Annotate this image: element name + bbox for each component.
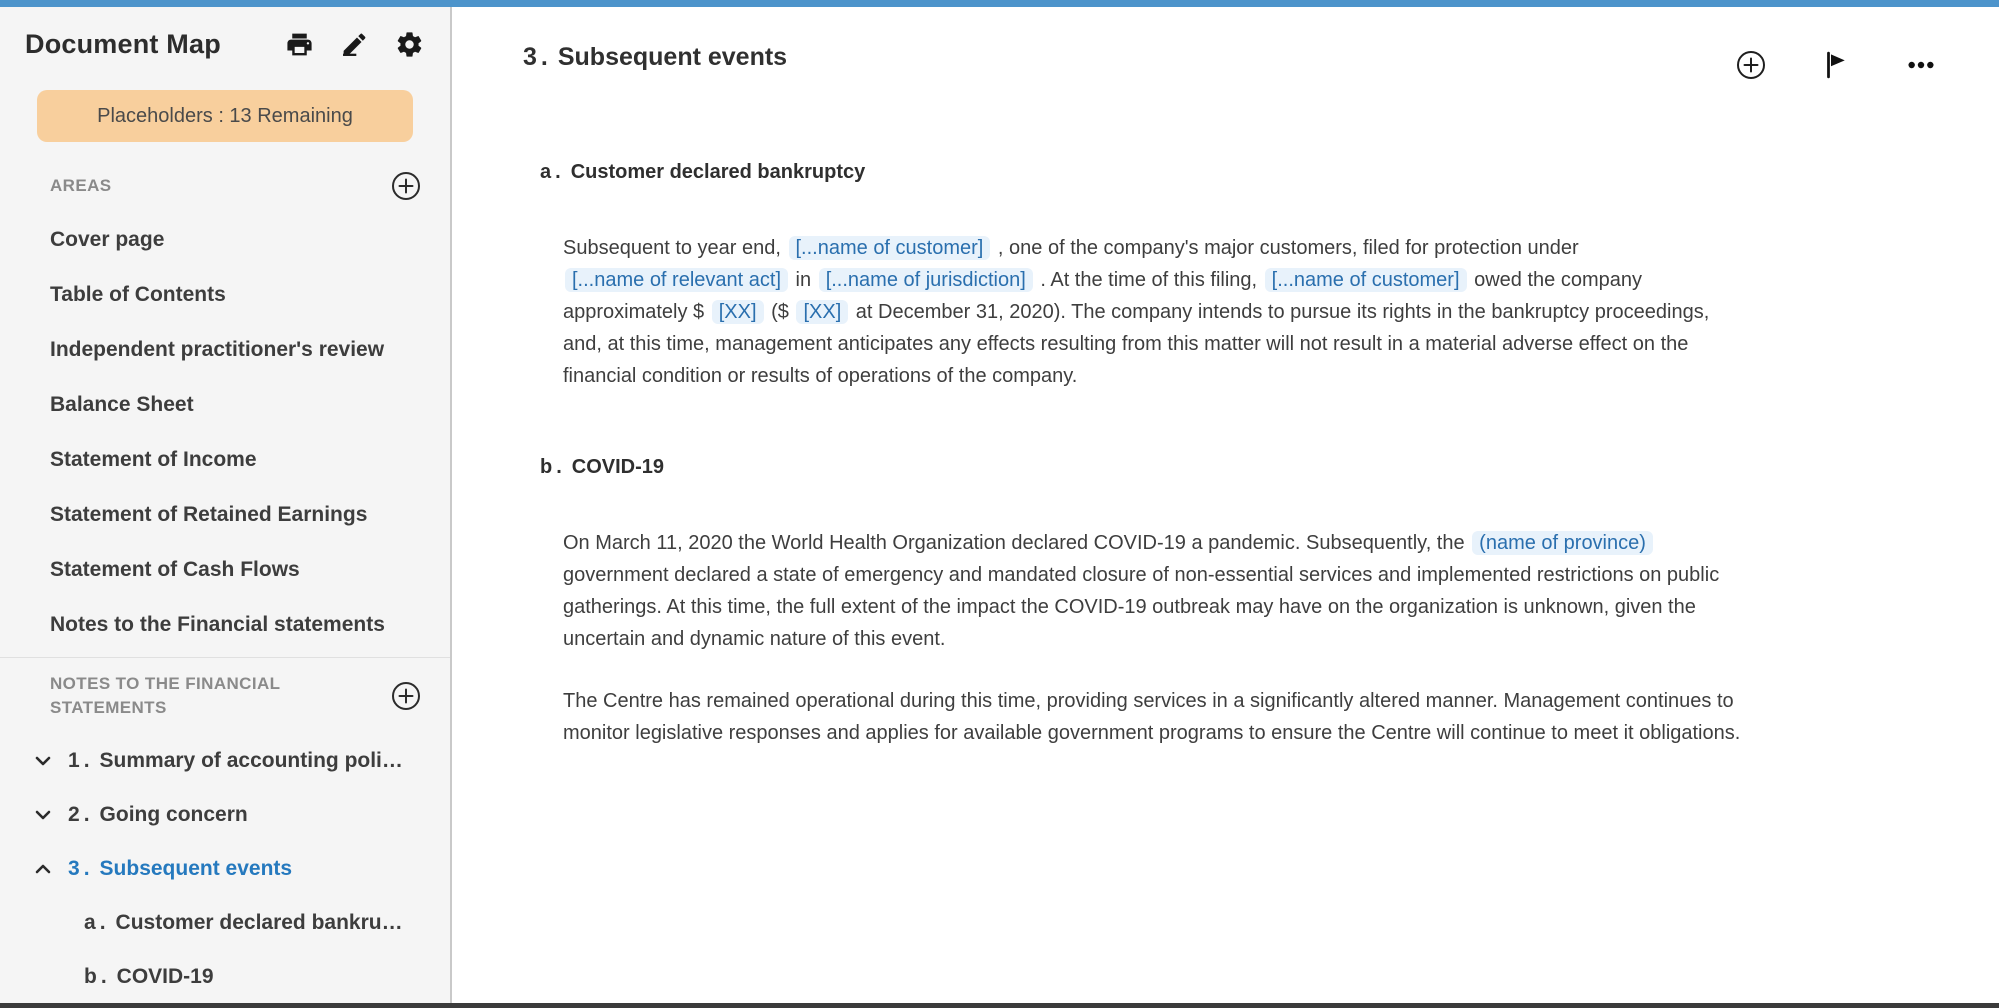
flag-icon: [1821, 50, 1851, 80]
placeholder-chip[interactable]: [XX]: [796, 300, 848, 324]
bottom-scrollbar[interactable]: [0, 1003, 1999, 1008]
print-icon: [285, 30, 314, 59]
placeholder-chip[interactable]: (name of province): [1472, 531, 1653, 555]
edit-button[interactable]: [340, 30, 369, 59]
top-accent-bar: [0, 0, 1999, 7]
document-title-number: 3 .: [523, 43, 548, 71]
sidebar-item-notes-to-the-financial-statements[interactable]: Notes to the Financial statements: [50, 612, 385, 636]
sidebar-item-statement-of-retained-earnings[interactable]: Statement of Retained Earnings: [50, 502, 368, 526]
section-covid-19: [523, 456, 1951, 749]
chevron-up-icon[interactable]: [30, 856, 56, 882]
sidebar-item-statement-of-income[interactable]: Statement of Income: [50, 447, 257, 471]
notes-section-header-row: [0, 670, 450, 722]
document-title-text: Subsequent events: [557, 43, 788, 71]
sidebar-note-subsequent-events[interactable]: [0, 842, 450, 896]
add-circle-icon: [1735, 49, 1767, 81]
placeholder-chip[interactable]: [...name of customer]: [1265, 268, 1467, 292]
sidebar-note-summary-of-accounting-policies[interactable]: [0, 734, 450, 788]
add-circle-button[interactable]: [1735, 49, 1767, 81]
note-number: a .: [84, 911, 106, 935]
chevron-down-icon[interactable]: [30, 802, 56, 828]
section-b-heading[interactable]: [540, 456, 1951, 479]
placeholder-chip[interactable]: [XX]: [712, 300, 764, 324]
placeholder-chip[interactable]: [...name of relevant act]: [565, 268, 788, 292]
plus-circle-icon: [390, 680, 422, 712]
document-map-sidebar: [0, 7, 452, 1003]
areas-add-button[interactable]: [390, 170, 422, 202]
document-pane: [452, 7, 1999, 1003]
flag-button[interactable]: [1821, 50, 1851, 80]
document-title[interactable]: [523, 43, 787, 72]
section-letter: a .: [540, 161, 561, 184]
paragraph[interactable]: The Centre has remained operational during this time, providing services in a significantly altered manner. Management continues to monitor legislative responses and applies for available government programs to ensure the Centre will continue to meet it obligations.: [563, 690, 1741, 744]
note-label: Subsequent events: [99, 857, 293, 880]
note-label: Customer declared bankru…: [115, 911, 403, 934]
sidebar-header: [0, 7, 450, 60]
document-actions: [1735, 49, 1951, 81]
note-label: Summary of accounting poli…: [99, 749, 403, 772]
chevron-down-icon[interactable]: [30, 748, 56, 774]
paragraph[interactable]: Subsequent to year end, [...name of customer] , one of the company's major customers, filed for protection under [...name of relevant act] in [...name of jurisdiction] . At the time of this filing, [...name of customer] owed the company approximately $ [XX] ($ [XX] at December 31, 2020). The company intends to pursue its rights in the bankruptcy proceedings, and, at this time, management anticipates any effects resulting from this matter will not result in a material adverse effect on the financial condition or results of operations of the company.: [563, 237, 1710, 387]
sidebar-item-cover-page[interactable]: Cover page: [50, 227, 165, 251]
sidebar-item-table-of-contents[interactable]: Table of Contents: [50, 282, 226, 306]
note-label: Going concern: [99, 803, 248, 826]
placeholder-chip[interactable]: [...name of jurisdiction]: [819, 268, 1033, 292]
print-button[interactable]: [285, 30, 314, 59]
more-options-button[interactable]: [1905, 49, 1937, 81]
note-label: COVID-19: [116, 965, 214, 988]
settings-button[interactable]: [395, 30, 424, 59]
note-number: 2 .: [68, 803, 90, 827]
sidebar-note-covid-19[interactable]: [0, 950, 450, 1003]
section-a-heading[interactable]: [540, 161, 1951, 184]
sidebar-item-statement-of-cash-flows[interactable]: Statement of Cash Flows: [50, 557, 300, 581]
note-number: b .: [84, 965, 107, 989]
plus-circle-icon: [390, 170, 422, 202]
section-heading-text: COVID-19: [571, 456, 665, 478]
gear-icon: [395, 30, 424, 59]
sidebar-divider: [0, 657, 450, 658]
note-number: 3 .: [68, 857, 90, 881]
sidebar-title: Document Map: [25, 29, 221, 59]
notes-add-button[interactable]: [390, 680, 422, 712]
note-number: 1 .: [68, 749, 90, 773]
areas-list: [0, 212, 450, 652]
section-letter: b .: [540, 456, 562, 479]
sidebar-item-balance-sheet[interactable]: Balance Sheet: [50, 392, 194, 416]
placeholders-badge[interactable]: Placeholders : 13 Remaining: [37, 90, 413, 142]
sidebar-toolbar: [285, 30, 424, 59]
areas-section-header-row: [0, 164, 450, 208]
edit-icon: [340, 30, 369, 59]
section-heading-text: Customer declared bankruptcy: [570, 161, 866, 183]
document-header: [523, 37, 1951, 81]
areas-section-label: AREAS: [50, 176, 112, 195]
sidebar-note-going-concern[interactable]: [0, 788, 450, 842]
sidebar-item-independent-practitioners-review[interactable]: Independent practitioner's review: [50, 337, 385, 361]
notes-tree: [0, 734, 450, 1003]
notes-section-label: NOTES TO THE FINANCIAL STATEMENTS: [50, 674, 281, 717]
sidebar-note-customer-declared-bankruptcy[interactable]: [0, 896, 450, 950]
placeholder-chip[interactable]: [...name of customer]: [789, 236, 991, 260]
more-icon: [1905, 49, 1937, 81]
paragraph[interactable]: On March 11, 2020 the World Health Organization declared COVID-19 a pandemic. Subsequently, the (name of province) government declared a state of emergency and mandated closure of non-essential services and implemented restrictions on public gatherings. At this time, the full extent of the impact the COVID-19 outbreak may have on the organization is unknown, given the uncertain and dynamic nature of this event.: [563, 532, 1720, 650]
section-customer-declared-bankruptcy: [523, 161, 1951, 392]
